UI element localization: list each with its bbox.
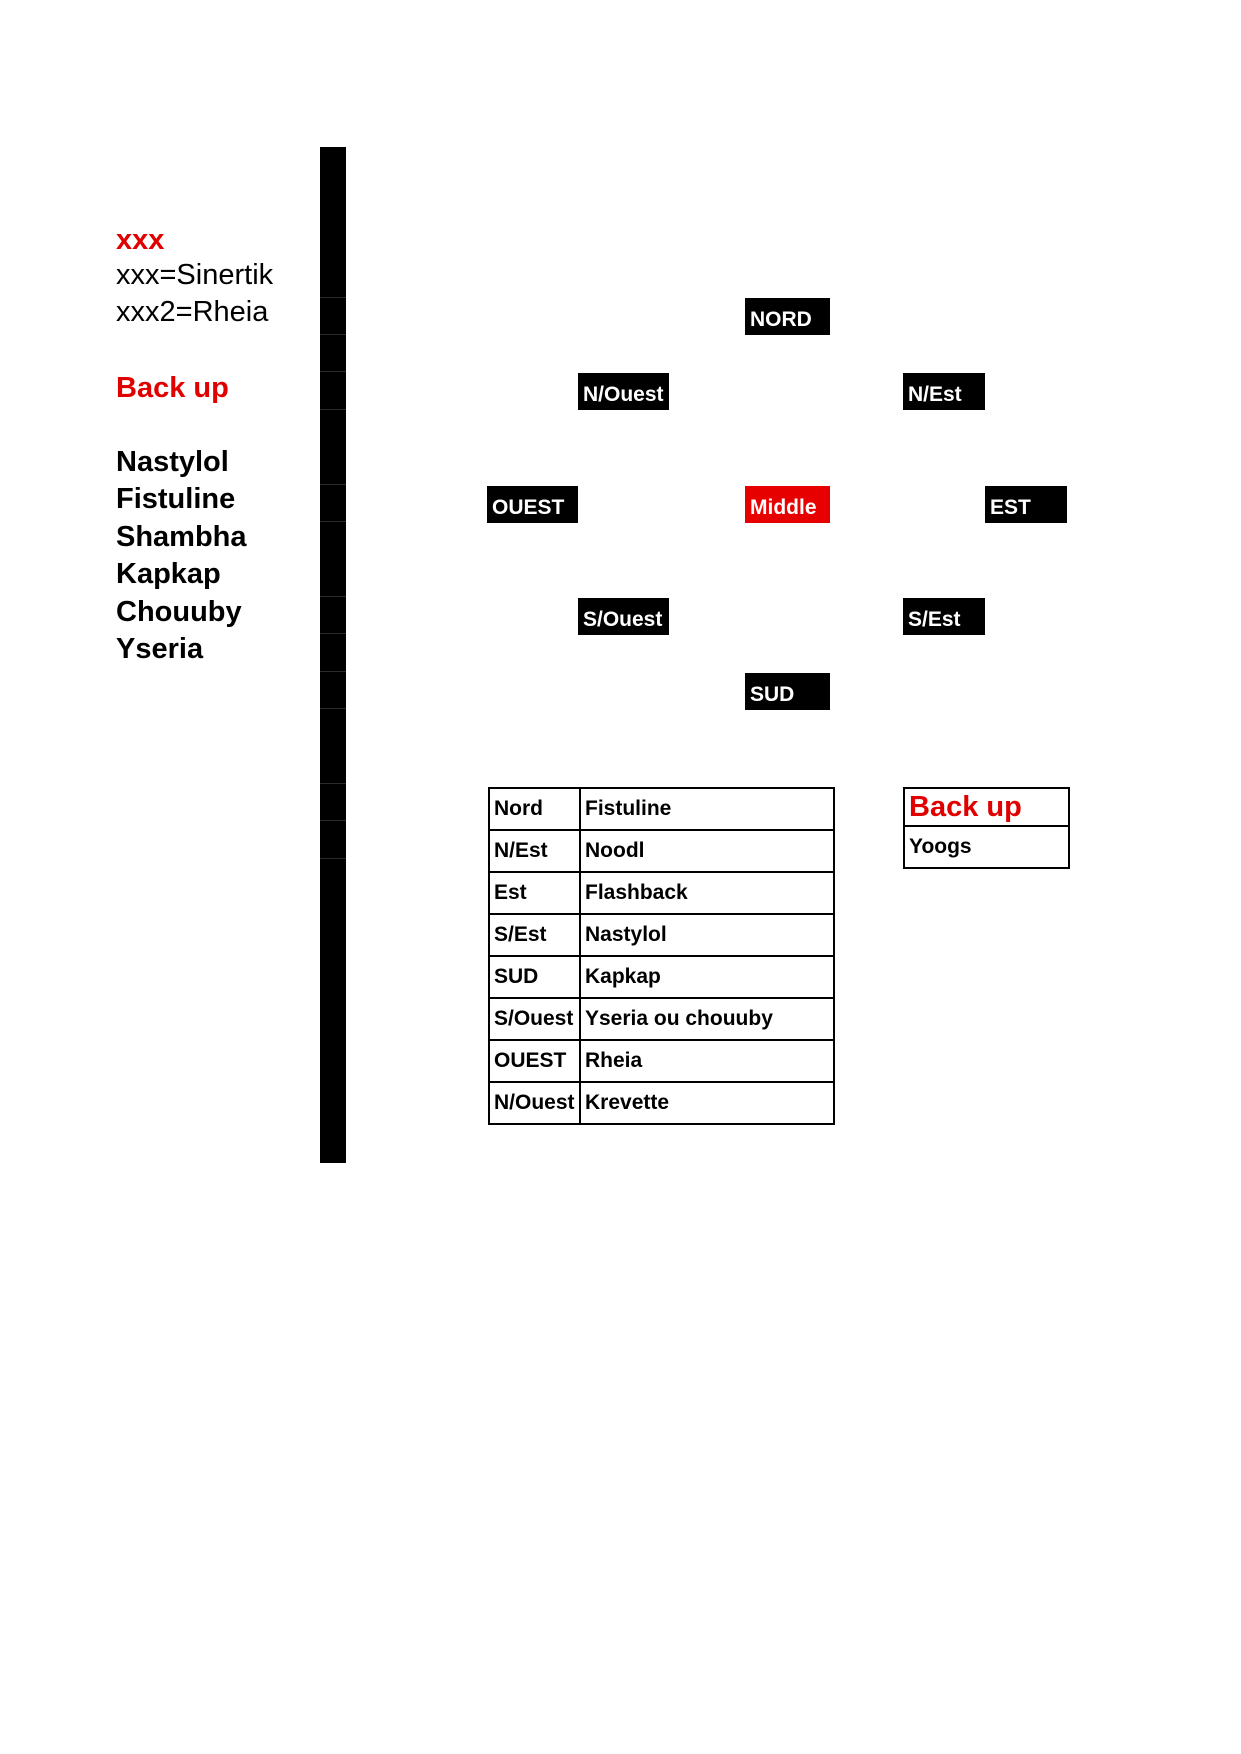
position-cell: SUD	[489, 956, 580, 998]
position-cell: N/Ouest	[489, 1082, 580, 1124]
backup-name-6: Yseria	[116, 633, 204, 665]
player-cell: Yseria ou chouuby	[580, 998, 834, 1040]
position-cell: N/Est	[489, 830, 580, 872]
mapping-line-2: xxx2=Rheia	[116, 296, 269, 328]
table-row	[489, 1040, 834, 1082]
backup-name-2: Fistuline	[116, 483, 236, 515]
position-sest: S/Est	[903, 598, 985, 635]
position-souest: S/Ouest	[578, 598, 669, 635]
position-cell: Nord	[489, 788, 580, 830]
table-row	[489, 872, 834, 914]
backup-name-3: Shambha	[116, 521, 247, 553]
assignment-table	[488, 787, 835, 1125]
backup-name-5: Chouuby	[116, 596, 242, 628]
table-row	[489, 1082, 834, 1124]
table-row	[904, 788, 1069, 826]
position-nord: NORD	[745, 298, 830, 335]
table-row	[489, 956, 834, 998]
player-cell: Nastylol	[580, 914, 834, 956]
player-cell: Noodl	[580, 830, 834, 872]
player-cell: Rheia	[580, 1040, 834, 1082]
position-est: EST	[985, 486, 1067, 523]
player-cell: Kapkap	[580, 956, 834, 998]
position-middle: Middle	[745, 486, 830, 523]
position-cell: OUEST	[489, 1040, 580, 1082]
position-cell: S/Ouest	[489, 998, 580, 1040]
table-row	[904, 826, 1069, 868]
table-row	[489, 998, 834, 1040]
position-nouest: N/Ouest	[578, 373, 669, 410]
backup-table-title: Back up	[904, 788, 1069, 826]
backup-table-player: Yoogs	[904, 826, 1069, 868]
position-nest: N/Est	[903, 373, 985, 410]
player-cell: Flashback	[580, 872, 834, 914]
position-cell: Est	[489, 872, 580, 914]
backup-title: Back up	[116, 372, 229, 404]
player-cell: Krevette	[580, 1082, 834, 1124]
backup-table	[903, 787, 1070, 869]
backup-name-4: Kapkap	[116, 558, 221, 590]
player-cell: Fistuline	[580, 788, 834, 830]
table-row	[489, 914, 834, 956]
mapping-line-1: xxx=Sinertik	[116, 259, 274, 291]
position-sud: SUD	[745, 673, 830, 710]
vertical-divider	[320, 147, 346, 1163]
position-ouest: OUEST	[487, 486, 578, 523]
position-cell: S/Est	[489, 914, 580, 956]
backup-name-1: Nastylol	[116, 446, 229, 478]
table-row	[489, 788, 834, 830]
left-heading: xxx	[116, 224, 165, 256]
table-row	[489, 830, 834, 872]
